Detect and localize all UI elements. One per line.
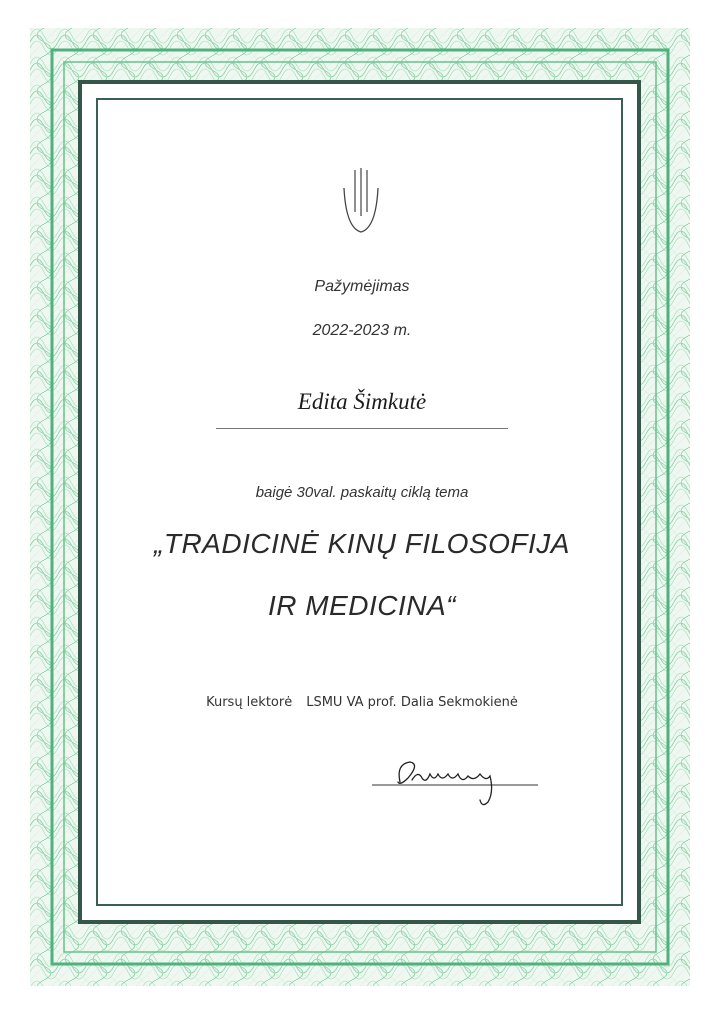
course-title-line-1: „TRADICINĖ KINŲ FILOSOFIJA (154, 528, 570, 559)
recipient-name: Edita Šimkutė (297, 389, 427, 414)
recipient-underline (216, 428, 508, 429)
lecturer-name: LSMU VA prof. Dalia Sekmokienė (306, 695, 518, 710)
lecturer-label: Kursų lektorė (206, 695, 293, 710)
completion-text: baigė 30val. paskaitų ciklą tema (255, 484, 469, 501)
lecturer-line (0, 695, 724, 710)
lithuanian-columns-logo-icon (336, 168, 386, 236)
course-title-line-2: IR MEDICINA“ (268, 590, 456, 621)
academic-year: 2022-2023 m. (312, 322, 412, 339)
handwritten-signature (370, 752, 540, 812)
certificate-label: Pažymėjimas (314, 278, 410, 295)
